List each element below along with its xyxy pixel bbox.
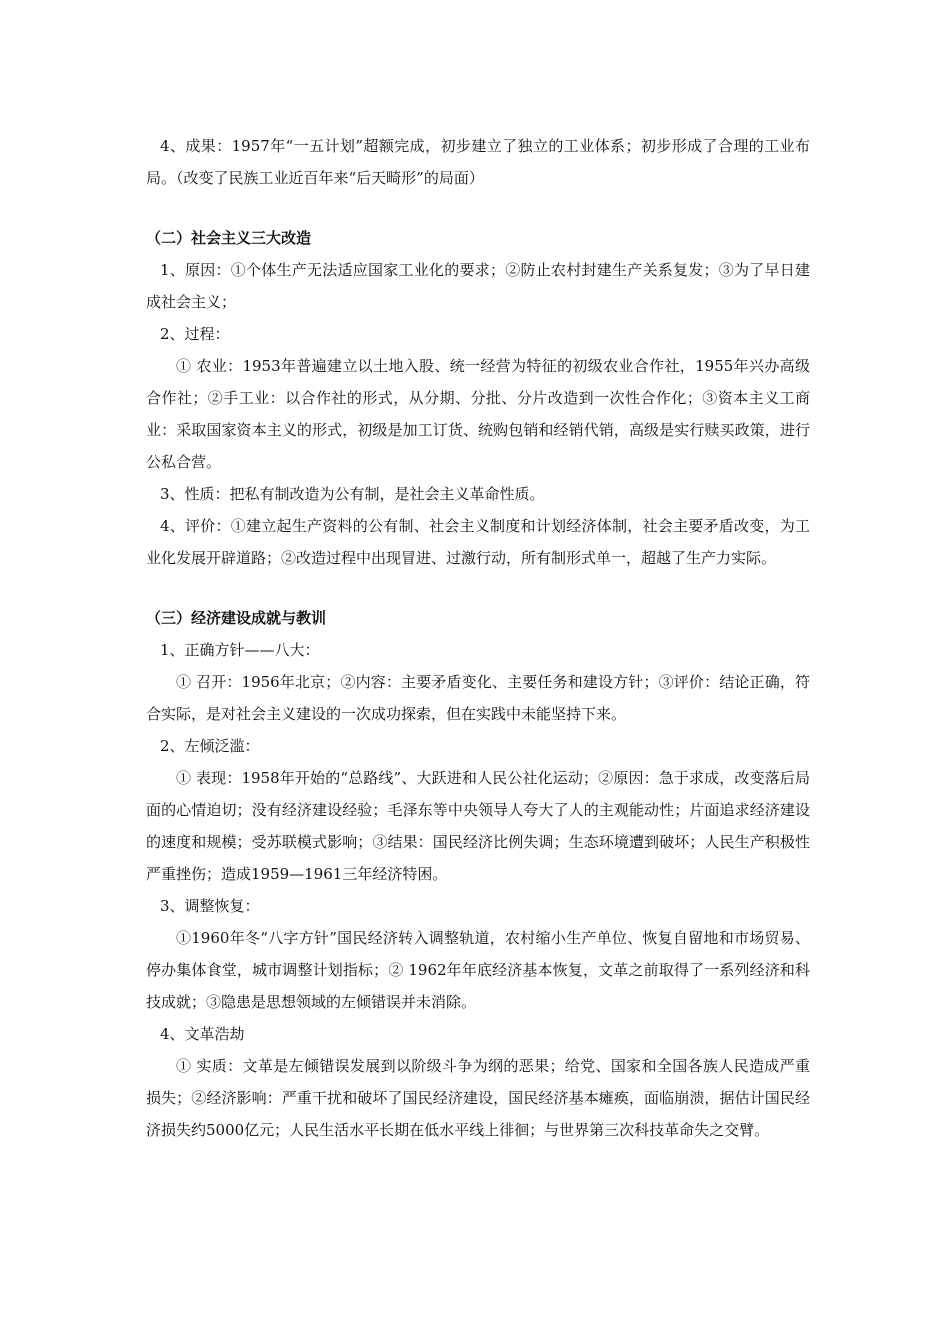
document-body — [146, 130, 810, 1146]
paragraph-reason: 1、原因：①个体生产无法适应国家工业化的要求；②防止农村封建生产关系复发；③为了早日建成社会主义； — [146, 261, 810, 311]
paragraph-eighth-congress-detail: ① 召开：1956年北京；②内容：主要矛盾变化、主要任务和建设方针；③评价：结论正确，符合实际，是对社会主义建设的一次成功探索，但在实践中未能坚持下来。 — [146, 673, 810, 723]
paragraph-process-detail: ① 农业：1953年普遍建立以土地入股、统一经营为特征的初级农业合作社，1955年兴办高级合作社；②手工业：以合作社的形式，从分期、分批、分片改造到一次性合作化；③资本主义工商业：采取国家资本主义的形式，初级是加工订货、统购包销和经销代销，高级是实行赎买政策，进行公私合营。 — [146, 357, 810, 471]
paragraph-process-label: 2、过程： — [160, 325, 230, 343]
paragraph-leftist-label: 2、左倾泛滥： — [160, 737, 260, 755]
paragraph-evaluation: 4、评价：①建立起生产资料的公有制、社会主义制度和计划经济体制，社会主要矛盾改变，为工业化发展开辟道路；②改造过程中出现冒进、过激行动，所有制形式单一，超越了生产力实际。 — [146, 517, 810, 567]
paragraph-leftist-detail: ① 表现：1958年开始的“总路线”、大跃进和人民公社化运动；②原因：急于求成，改变落后局面的心情迫切；没有经济建设经验；毛泽东等中央领导人夸大了人的主观能动性；片面追求经济建设的速度和规模；受苏联模式影响；③结果：国民经济比例失调；生态环境遭到破坏；人民生产积极性严重挫伤；造成1959—1961三年经济特困。 — [146, 769, 810, 883]
paragraph-achievement: 4、成果：1957年“一五计划”超额完成，初步建立了独立的工业体系；初步形成了合理的工业布局。（改变了民族工业近百年来“后天畸形”的局面） — [146, 137, 810, 187]
paragraph-cultural-revolution-label: 4、文革浩劫 — [160, 1025, 245, 1043]
section-heading-economic-construction: （三）经济建设成就与教训 — [146, 609, 327, 627]
paragraph-adjustment-detail: ①1960年冬“八字方针”国民经济转入调整轨道，农村缩小生产单位、恢复自留地和市场贸易、停办集体食堂，城市调整计划指标；② 1962年年底经济基本恢复，文革之前取得了一系列经济和科技成就；③隐患是思想领域的左倾错误并未消除。 — [146, 929, 810, 1011]
paragraph-nature: 3、性质：把私有制改造为公有制，是社会主义革命性质。 — [160, 485, 545, 503]
paragraph-cultural-revolution-detail: ① 实质：文革是左倾错误发展到以阶级斗争为纲的恶果；给党、国家和全国各族人民造成严重损失；②经济影响：严重干扰和破坏了国民经济建设，国民经济基本瘫痪，面临崩溃，据估计国民经济损失约5000亿元；人民生活水平长期在低水平线上徘徊；与世界第三次科技革命失之交臂。 — [146, 1057, 810, 1139]
section-heading-socialist-transformation: （二）社会主义三大改造 — [146, 229, 312, 247]
paragraph-eighth-congress-label: 1、正确方针——八大： — [160, 641, 320, 659]
paragraph-adjustment-label: 3、调整恢复： — [160, 897, 260, 915]
